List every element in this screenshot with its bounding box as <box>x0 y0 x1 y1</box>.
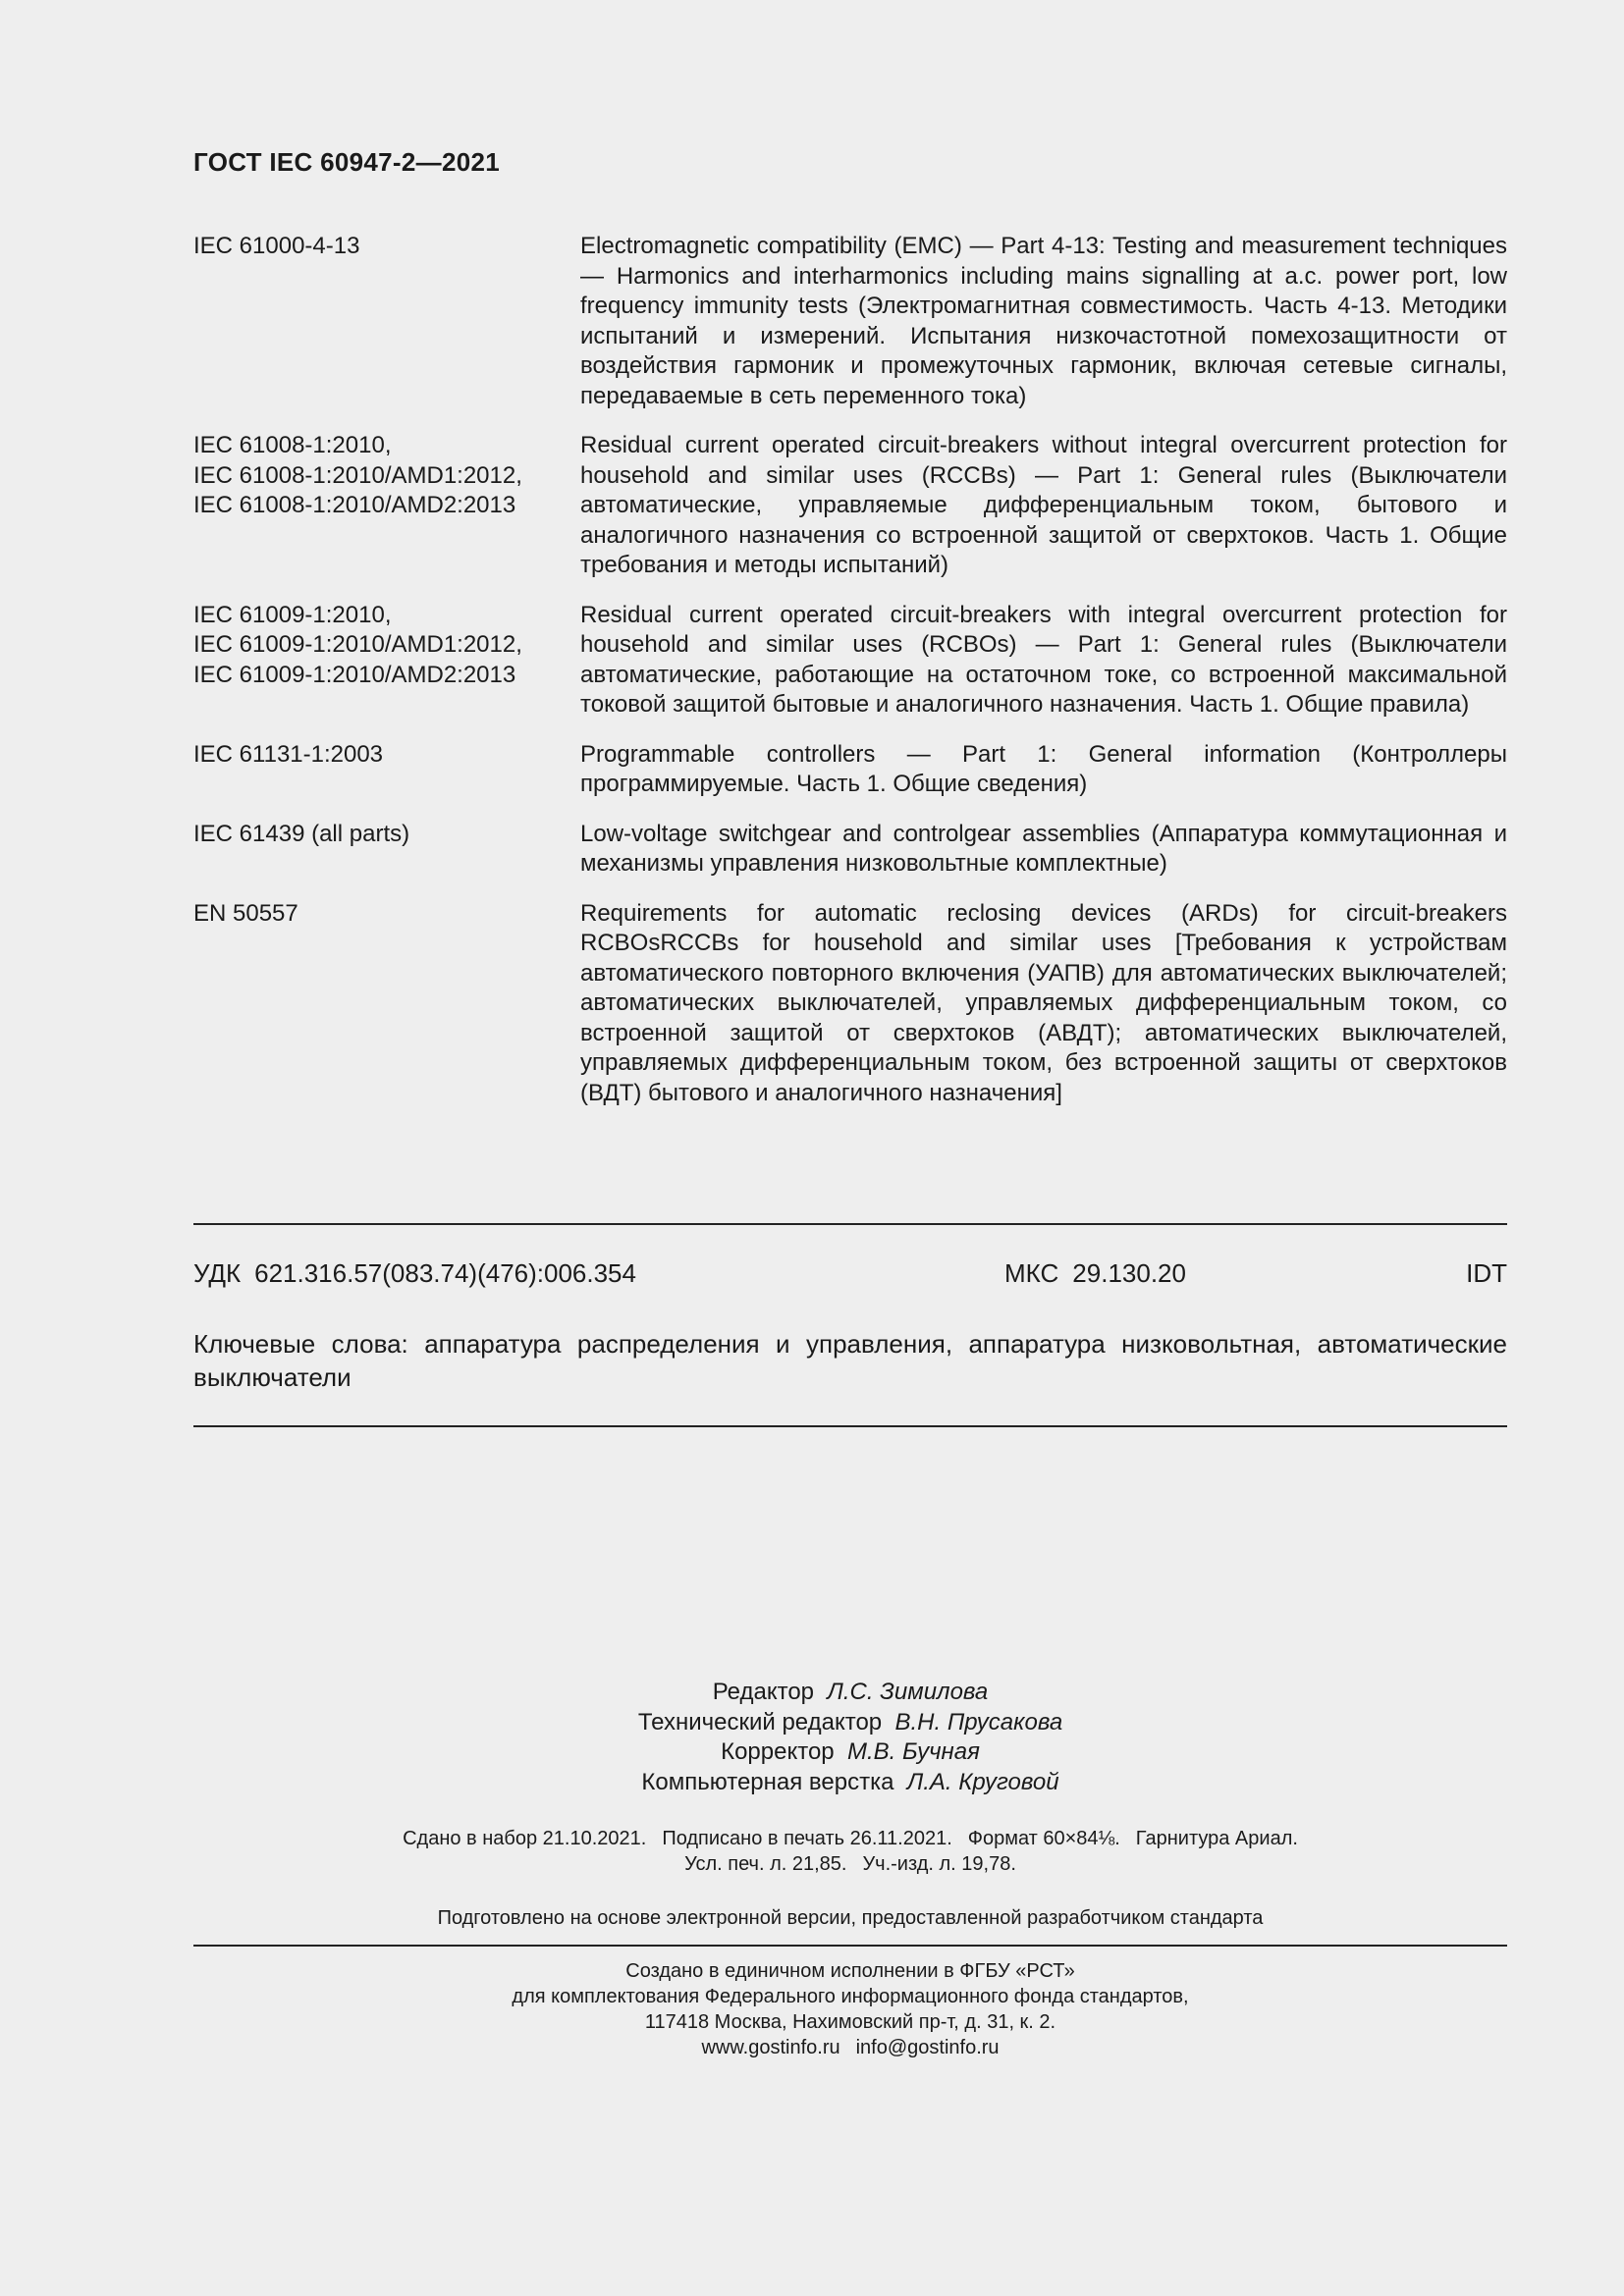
print-info: Сдано в набор 21.10.2021. Подписано в печать 26.11.2021. Формат 60×84⅛. Гарнитура Ариал. Усл. печ. л. 21,85. Уч.-изд. л. 19,78. <box>403 1828 1298 1875</box>
reference-row <box>193 232 1507 411</box>
divider <box>193 1425 1507 1427</box>
divider <box>193 1945 1507 1947</box>
website-link[interactable]: www.gostinfo.ru <box>701 2037 840 2058</box>
keywords: Ключевые слова: аппаратура распределения и управления, аппаратура низковольтная, автоматические выключатели <box>193 1329 1507 1392</box>
divider <box>193 1223 1507 1225</box>
reference-row <box>193 601 1507 721</box>
mks-code: МКС 29.130.20 <box>1004 1258 1186 1288</box>
credits <box>193 1678 1507 1797</box>
reference-row <box>193 431 1507 581</box>
reference-description: Low-voltage switchgear and controlgear assemblies (Аппаратура коммутационная и механизмы управления низковольтные комплектные) <box>580 820 1507 877</box>
reference-code: IEC 61000-4-13 <box>193 233 360 259</box>
reference-row <box>193 740 1507 800</box>
credit-line: Редактор Л.С. Зимилова <box>712 1679 989 1705</box>
idt-mark: IDT <box>1466 1258 1507 1288</box>
reference-row <box>193 820 1507 880</box>
reference-description: Electromagnetic compatibility (EMC) — Part 4-13: Testing and measurement techniques — Harmonics and interharmonics including mains signalling at a.c. power port, low frequency immunity tests (Электромагнитная совместимость. Часть 4-13. Методики испытаний и измерений. Испытания низкочастотной помехозащитности от воздействия гармоник и промежуточных гармоник, включая сетевые сигналы, передаваемые в сеть переменного тока) <box>580 233 1507 409</box>
reference-description: Requirements for automatic reclosing devices (ARDs) for circuit-breakers RCBOsRCCBs for household and similar uses [Требования к устройствам автоматического повторного включения (УАПВ) для автоматических выключателей; автоматических выключателей, управляемых дифференциальным током, со встроенной защитой от сверхтоков (АВДТ); автоматических выключателей, управляемых дифференциальным током, без встроенной защиты от сверхтоков (ВДТ) бытового и аналогичного назначения] <box>580 899 1507 1106</box>
email-link[interactable]: info@gostinfo.ru <box>855 2037 1000 2058</box>
reference-code: IEC 61131-1:2003 <box>193 740 384 768</box>
publisher-info: Создано в единичном исполнении в ФГБУ «РСТ» для комплектования Федерального информационного фонда стандартов, 117418 Москва, Нахимовский пр-т, д. 31, к. 2. www.gostinfo.ru info@gostinfo.ru <box>512 1960 1189 2058</box>
reference-code: IEC 61008-1:2010, IEC 61008-1:2010/AMD1:2012, IEC 61008-1:2010/AMD2:2013 <box>193 432 522 518</box>
prepared-note: Подготовлено на основе электронной версии, предоставленной разработчиком стандарта <box>437 1907 1264 1929</box>
references-table <box>193 232 1507 1128</box>
reference-code: IEC 61009-1:2010, IEC 61009-1:2010/AMD1:2012, IEC 61009-1:2010/AMD2:2013 <box>193 601 522 688</box>
credit-line: Компьютерная верстка Л.А. Круговой <box>641 1768 1059 1795</box>
credit-line: Технический редактор В.Н. Прусакова <box>637 1708 1063 1735</box>
reference-description: Residual current operated circuit-breakers with integral overcurrent protection for household and similar uses (RCBOs) — Part 1: General rules (Выключатели автоматические, работающие на остаточном токе, со встроенной максимальной токовой защитой бытовые и аналогичного назначения. Часть 1. Общие правила) <box>580 601 1507 718</box>
reference-row <box>193 899 1507 1109</box>
reference-code: EN 50557 <box>193 899 298 927</box>
reference-description: Residual current operated circuit-breakers without integral overcurrent protection for household and similar uses (RCCBs) — Part 1: General rules (Выключатели автоматические, управляемые дифференциальным током, бытового и аналогичного назначения со встроенной защитой от сверхтоков. Часть 1. Общие требования и методы испытаний) <box>580 432 1507 578</box>
classification-row <box>193 1256 1507 1292</box>
udk-code: УДК 621.316.57(083.74)(476):006.354 <box>193 1258 636 1288</box>
page-title: ГОСТ IEC 60947-2—2021 <box>193 147 500 177</box>
reference-description: Programmable controllers — Part 1: General information (Контроллеры программируемые. Часть 1. Общие сведения) <box>580 740 1507 797</box>
credit-line: Корректор М.В. Бучная <box>721 1738 980 1765</box>
reference-code: IEC 61439 (all parts) <box>193 820 410 847</box>
